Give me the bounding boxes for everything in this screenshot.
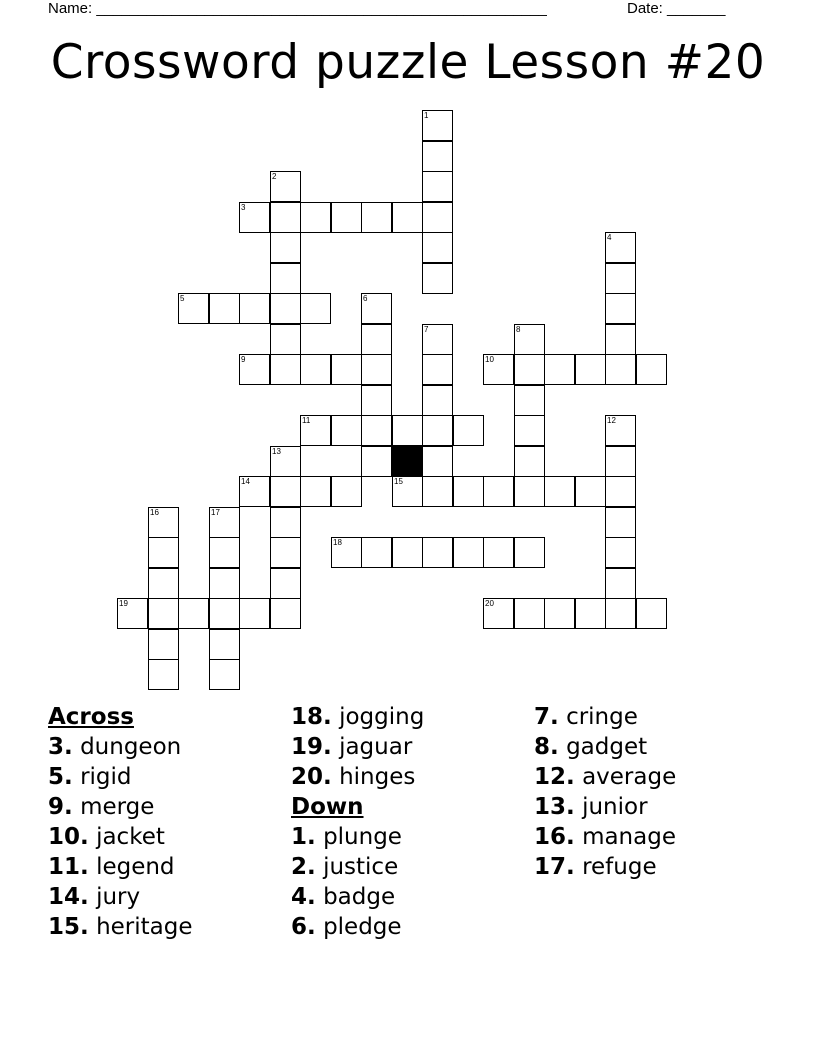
name-field-label[interactable]: Name: ______________________________________________________: [48, 0, 547, 17]
crossword-cell[interactable]: [148, 537, 179, 568]
clue-number-label: 19: [119, 599, 128, 608]
crossword-cell[interactable]: [361, 324, 392, 355]
clue-number: 20.: [291, 764, 332, 790]
clue-text: jaguar: [339, 734, 413, 760]
across-clue: [291, 702, 424, 732]
clue-number-label: 9: [241, 355, 246, 364]
clue-number-label: 11: [302, 416, 311, 425]
across-clue: [291, 732, 424, 762]
crossword-cell[interactable]: [422, 476, 453, 507]
page-title: Crossword puzzle Lesson #20: [50, 35, 766, 90]
crossword-cell[interactable]: [209, 537, 240, 568]
crossword-cell[interactable]: [270, 324, 301, 355]
crossword-cell[interactable]: [331, 354, 362, 385]
crossword-black-cell: [392, 446, 423, 477]
clue-text: rigid: [80, 764, 132, 790]
clue-number-label: 10: [485, 355, 494, 364]
crossword-cell[interactable]: [148, 507, 179, 538]
crossword-cell[interactable]: [422, 415, 453, 446]
clue-number-label: 6: [363, 294, 368, 303]
down-clue: [534, 702, 676, 732]
clue-number: 1.: [291, 824, 316, 850]
crossword-cell[interactable]: [209, 507, 240, 538]
crossword-cell[interactable]: [392, 476, 423, 507]
clue-text: manage: [582, 824, 676, 850]
crossword-cell[interactable]: [148, 629, 179, 660]
crossword-cell[interactable]: [209, 293, 240, 324]
crossword-cell[interactable]: [361, 202, 392, 233]
clue-number: 9.: [48, 794, 73, 820]
crossword-cell[interactable]: [270, 476, 301, 507]
crossword-cell[interactable]: [239, 598, 270, 629]
crossword-cell[interactable]: [392, 537, 423, 568]
down-clue: [534, 792, 676, 822]
clue-number: 11.: [48, 854, 89, 880]
crossword-cell[interactable]: [514, 354, 545, 385]
clue-number: 8.: [534, 734, 559, 760]
crossword-cell[interactable]: [636, 598, 667, 629]
clue-number-label: 7: [424, 325, 429, 334]
crossword-cell[interactable]: [453, 415, 484, 446]
crossword-cell[interactable]: [239, 202, 270, 233]
crossword-cell[interactable]: [270, 293, 301, 324]
crossword-cell[interactable]: [605, 415, 636, 446]
crossword-cell[interactable]: [514, 415, 545, 446]
clue-text: hinges: [339, 764, 416, 790]
crossword-cell[interactable]: [605, 598, 636, 629]
clue-number: 2.: [291, 854, 316, 880]
crossword-cell[interactable]: [422, 324, 453, 355]
clue-number-label: 15: [394, 477, 403, 486]
clue-number-label: 13: [272, 447, 281, 456]
crossword-cell[interactable]: [331, 415, 362, 446]
clue-text: merge: [80, 794, 155, 820]
crossword-cell[interactable]: [300, 415, 331, 446]
clue-text: gadget: [566, 734, 648, 760]
crossword-cell[interactable]: [270, 202, 301, 233]
crossword-cell[interactable]: [239, 293, 270, 324]
crossword-cell[interactable]: [422, 202, 453, 233]
crossword-cell[interactable]: [575, 354, 606, 385]
crossword-cell[interactable]: [331, 202, 362, 233]
clue-text: justice: [323, 854, 399, 880]
clue-number-label: 5: [180, 294, 185, 303]
crossword-cell[interactable]: [148, 568, 179, 599]
clue-text: jogging: [339, 704, 425, 730]
crossword-cell[interactable]: [270, 354, 301, 385]
clue-number-label: 14: [241, 477, 250, 486]
clue-text: legend: [96, 854, 175, 880]
clue-number-label: 1: [424, 111, 429, 120]
clue-text: cringe: [566, 704, 638, 730]
crossword-cell[interactable]: [270, 598, 301, 629]
clue-number: 15.: [48, 914, 89, 940]
clue-text: dungeon: [80, 734, 182, 760]
clue-number-label: 17: [211, 508, 220, 517]
crossword-cell[interactable]: [361, 446, 392, 477]
clue-number: 5.: [48, 764, 73, 790]
across-clue: [48, 852, 193, 882]
crossword-cell[interactable]: [422, 110, 453, 141]
clue-number: 10.: [48, 824, 89, 850]
clue-column-1: [48, 702, 193, 942]
clue-number: 3.: [48, 734, 73, 760]
down-header: Down: [291, 794, 364, 820]
crossword-cell[interactable]: [605, 507, 636, 538]
clue-text: badge: [323, 884, 396, 910]
crossword-cell[interactable]: [270, 507, 301, 538]
clue-text: heritage: [96, 914, 193, 940]
crossword-cell[interactable]: [483, 537, 514, 568]
clue-column-2: [291, 702, 424, 942]
crossword-cell[interactable]: [270, 446, 301, 477]
crossword-cell[interactable]: [239, 354, 270, 385]
crossword-cell[interactable]: [422, 446, 453, 477]
crossword-cell[interactable]: [361, 537, 392, 568]
crossword-cell[interactable]: [483, 354, 514, 385]
clue-number-label: 3: [241, 203, 246, 212]
crossword-cell[interactable]: [209, 659, 240, 690]
crossword-cell[interactable]: [148, 598, 179, 629]
clue-text: pledge: [323, 914, 402, 940]
clue-number: 13.: [534, 794, 575, 820]
crossword-cell[interactable]: [575, 476, 606, 507]
clue-number-label: 4: [607, 233, 612, 242]
clue-number: 6.: [291, 914, 316, 940]
across-header: Across: [48, 704, 134, 730]
crossword-cell[interactable]: [422, 141, 453, 172]
clue-number: 19.: [291, 734, 332, 760]
crossword-cell[interactable]: [270, 568, 301, 599]
down-clue: [291, 822, 424, 852]
down-clue: [534, 762, 676, 792]
crossword-cell[interactable]: [209, 629, 240, 660]
crossword-cell[interactable]: [483, 598, 514, 629]
crossword-cell[interactable]: [178, 293, 209, 324]
crossword-cell[interactable]: [422, 171, 453, 202]
clue-number-label: 12: [607, 416, 616, 425]
crossword-cell[interactable]: [605, 263, 636, 294]
down-clue: [534, 732, 676, 762]
crossword-cell[interactable]: [117, 598, 148, 629]
crossword-cell[interactable]: [453, 537, 484, 568]
crossword-cell[interactable]: [361, 293, 392, 324]
clue-column-3: [534, 702, 676, 882]
clue-text: jacket: [96, 824, 165, 850]
crossword-cell[interactable]: [605, 537, 636, 568]
clue-text: jury: [96, 884, 141, 910]
across-clue: [48, 822, 193, 852]
clue-text: junior: [582, 794, 648, 820]
crossword-cell[interactable]: [605, 476, 636, 507]
crossword-cell[interactable]: [361, 415, 392, 446]
crossword-cell[interactable]: [605, 354, 636, 385]
crossword-cell[interactable]: [239, 476, 270, 507]
across-clue: [48, 732, 193, 762]
clue-number: 4.: [291, 884, 316, 910]
crossword-cell[interactable]: [392, 202, 423, 233]
crossword-cell[interactable]: [605, 293, 636, 324]
crossword-cell[interactable]: [270, 232, 301, 263]
crossword-cell[interactable]: [300, 476, 331, 507]
down-clue: [291, 912, 424, 942]
clue-number: 7.: [534, 704, 559, 730]
clue-number: 18.: [291, 704, 332, 730]
crossword-cell[interactable]: [483, 476, 514, 507]
crossword-cell[interactable]: [422, 232, 453, 263]
crossword-cell[interactable]: [422, 385, 453, 416]
crossword-cell[interactable]: [544, 354, 575, 385]
crossword-cell[interactable]: [514, 385, 545, 416]
down-clue: [534, 852, 676, 882]
across-clue: [48, 912, 193, 942]
crossword-cell[interactable]: [209, 568, 240, 599]
crossword-cell[interactable]: [270, 171, 301, 202]
clue-number: 16.: [534, 824, 575, 850]
crossword-cell[interactable]: [361, 354, 392, 385]
down-clue: [291, 882, 424, 912]
crossword-cell[interactable]: [300, 202, 331, 233]
crossword-cell[interactable]: [392, 415, 423, 446]
crossword-cell[interactable]: [544, 598, 575, 629]
crossword-cell[interactable]: [453, 476, 484, 507]
crossword-cell[interactable]: [514, 598, 545, 629]
crossword-cell[interactable]: [331, 476, 362, 507]
crossword-cell[interactable]: [514, 537, 545, 568]
crossword-cell[interactable]: [209, 598, 240, 629]
clue-number-label: 2: [272, 172, 277, 181]
crossword-cell[interactable]: [636, 354, 667, 385]
clue-number: 17.: [534, 854, 575, 880]
crossword-cell[interactable]: [575, 598, 606, 629]
clue-number-label: 8: [516, 325, 521, 334]
across-clue: [48, 882, 193, 912]
crossword-cell[interactable]: [361, 385, 392, 416]
clue-number: 12.: [534, 764, 575, 790]
down-clue: [291, 852, 424, 882]
clue-number: 14.: [48, 884, 89, 910]
clue-text: refuge: [582, 854, 657, 880]
crossword-cell[interactable]: [514, 476, 545, 507]
across-clue: [291, 762, 424, 792]
clue-text: average: [582, 764, 677, 790]
crossword-cell[interactable]: [605, 446, 636, 477]
crossword-cell[interactable]: [270, 263, 301, 294]
down-clue: [534, 822, 676, 852]
crossword-cell[interactable]: [178, 598, 209, 629]
across-clue: [48, 792, 193, 822]
crossword-cell[interactable]: [331, 537, 362, 568]
across-clue: [48, 762, 193, 792]
crossword-cell[interactable]: [270, 537, 301, 568]
crossword-cell[interactable]: [300, 354, 331, 385]
crossword-cell[interactable]: [422, 537, 453, 568]
crossword-cell[interactable]: [514, 446, 545, 477]
crossword-cell[interactable]: [148, 659, 179, 690]
crossword-cell[interactable]: [422, 263, 453, 294]
crossword-cell[interactable]: [514, 324, 545, 355]
clue-number-label: 18: [333, 538, 342, 547]
clue-number-label: 20: [485, 599, 494, 608]
crossword-cell[interactable]: [300, 293, 331, 324]
date-field-label[interactable]: Date: _______: [627, 0, 726, 17]
clue-number-label: 16: [150, 508, 159, 517]
crossword-cell[interactable]: [422, 354, 453, 385]
crossword-cell[interactable]: [605, 232, 636, 263]
crossword-cell[interactable]: [605, 324, 636, 355]
clue-text: plunge: [323, 824, 402, 850]
crossword-cell[interactable]: [544, 476, 575, 507]
crossword-cell[interactable]: [605, 568, 636, 599]
